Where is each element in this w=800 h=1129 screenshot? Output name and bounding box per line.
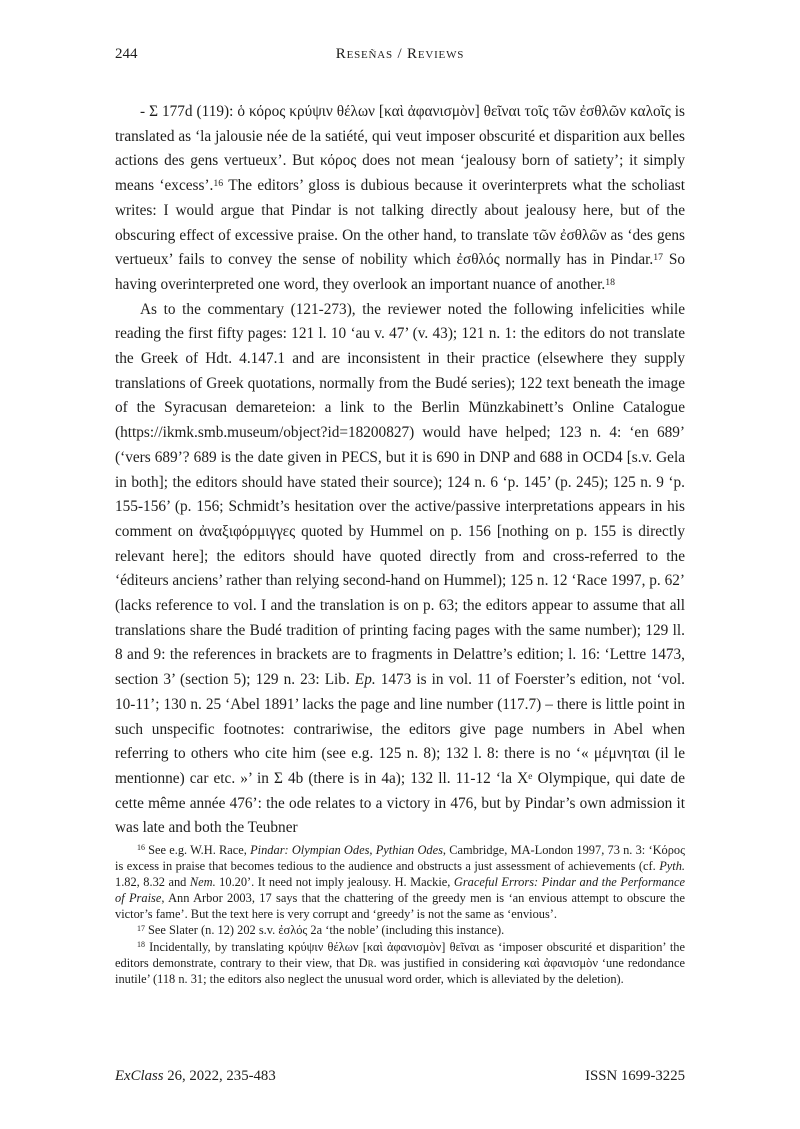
text-run: , Cambridge, MA-London 1997, 73 n. 3: ‘Κόρος is excess in praise that becomes tedious to the audience and obstructs a just assessment of achievements (cf. (115, 843, 686, 874)
text-run: - Σ 177d (119): ὁ κόρος κρύψιν θέλων [καὶ ἀφανισμὸν] θεῖναι τοῖς τῶν ἐσθλῶν καλοῖς is translated as ‘la jalousie née de la satiété, qui veut imposer obscurité et disparition aux belles actions des gens vertueux’. But κόρος does not mean ‘jealousy born of satiety’; it simply means ‘excess’. (115, 103, 685, 195)
page-header (115, 46, 685, 68)
text-run: Olympique, qui date de cette même année 476’: the ode relates to a victory in 476, but by Pindar’s own admission it was late and both the Teubner (115, 769, 685, 837)
page-footer (115, 1068, 685, 1085)
footnote (115, 922, 685, 938)
journal-citation: 26, 2022, 235-483 (163, 1068, 276, 1084)
footnote-marker: 18 (137, 940, 145, 949)
footnote-marker: e (528, 770, 533, 782)
footnote-marker: 16 (137, 843, 145, 853)
footnote-marker: 17 (137, 923, 145, 933)
text-run: See e.g. W.H. Race, (144, 843, 251, 857)
footnote (115, 842, 685, 922)
smallcaps-text: Dr. (358, 955, 377, 970)
text-run: Incidentally, by translating κρύψιν θέλων [καὶ ἀφανισμὸν] θεῖναι as ‘imposer obscurité et disparition’ the editors demonstrate, contrary to their view, that (115, 939, 685, 970)
footnote (115, 939, 685, 987)
footnote-marker: 18 (605, 276, 615, 288)
body-paragraph (115, 298, 685, 841)
running-head: Reseñas / Reviews (335, 46, 465, 62)
footnote-marker: 17 (653, 251, 664, 263)
italic-text: Pyth. (659, 859, 685, 874)
text-run: So having overinterpreted one word, they overlook an important nuance of another. (115, 251, 685, 293)
text-run: , Ann Arbor 2003, 17 says that the chattering of the greedy men is ‘an envious attempt to obscure the victor’s fame’. But the text here is very corrupt and ‘greedy’ is not the same as ‘envious’. (115, 891, 685, 922)
text-run: was justified in considering καὶ ἀφανισμὸν ‘une redondance inutile’ (118 n. 31; the editors also neglect the unusual word order, which is alleviated by the deletion). (115, 955, 685, 986)
text-run: See Slater (n. 12) 202 s.v. ἐσλός 2a ‘the noble’ (including this instance). (144, 923, 505, 938)
page-number: 244 (115, 46, 138, 62)
text-run: As to the commentary (121-273), the reviewer noted the following infelicities while reading the first fifty pages: 121 l. 10 ‘au v. 47’ (v. 43); 121 n. 1: the editors do not translate the Greek of Hdt. 4.147.1 and are inconsistent in their practice (elsewhere they supply translations of Greek quotations, normally from the Budé series); 122 text beneath the image of the Syracusan demareteion: a link to the Berlin Münzkabinett’s Online Catalogue (https://ikmk.smb.museum/object?id=18200827) would have helped; 123 n. 4: ‘en 689’ (‘vers 689’? 689 is the date given in PECS, but it is 690 in DNP and 688 in OCD4 [s.v. Gela in both]; the editors should have stated their source); 124 n. 6 ‘p. 145’ (p. 245); 125 n. 9 ‘p. 155-156’ (p. 156; Schmidt’s hesitation over the active/passive interpretations appears in his comment on ἀναξιφόρμιγγες quoted by Hummel on p. 156 [nothing on p. 155 is directly relevant here]; the editors should have quoted directly from and cross-referred to the ‘éditeurs anciens’ rather than relying second-hand on Hummel); 125 n. 12 ‘Race 1997, p. 62’ (lacks reference to vol. I and the translation is on p. 63; the editors appear to assume that all translations share the Budé tradition of printing facing pages with the same number); 129 ll. 8 and 9: the references in brackets are to fragments in Delattre’s edition; l. 16: ‘Lettre 1473, section 3’ (section 5); 129 n. 23: Lib. (115, 300, 685, 689)
body-paragraph (115, 100, 685, 298)
journal-name: ExClass (115, 1068, 164, 1084)
text-run: 1.82, 8.32 and (115, 875, 190, 890)
italic-text: Ep. (354, 671, 376, 689)
italic-text: Nem. (189, 875, 216, 890)
review-body (115, 100, 685, 841)
text-run: The editors’ gloss is dubious because it overinterprets what the scholiast writes: I would argue that Pindar is not talking directly about jealousy here, but of the obscuring effect of excessive praise. On the other hand, to translate τῶν ἐσθλῶν as ‘des gens vertueux’ fails to convey the sense of nobility which ἐσθλός normally has in Pindar. (115, 177, 686, 269)
italic-text: Pindar: Olympian Odes, Pythian Odes (250, 843, 443, 857)
journal-reference (115, 1068, 276, 1085)
issn: ISSN 1699-3225 (585, 1068, 685, 1084)
footnotes-section (115, 842, 685, 987)
italic-text: Graceful Errors: Pindar and the Performance of Praise (115, 875, 685, 906)
text-run: 1473 is in vol. 11 of Foerster’s edition, not ‘vol. 10-11’; 130 n. 25 ‘Abel 1891’ lacks the page and line number (117.7) – there is little point in such unspecific footnotes: contrariwise, the editors give page numbers in Abel when referring to others who cite him (see e.g. 125 n. 8); 132 l. 8: there is no ‘« μέμνηται (il le mentionne) car etc. »’ in Σ 4b (there is in 4a); 132 ll. 11-12 ‘la X (115, 671, 685, 787)
footnote-marker: 16 (213, 177, 224, 189)
text-run: 10.20’. It need not imply jealousy. H. Mackie, (215, 875, 454, 890)
